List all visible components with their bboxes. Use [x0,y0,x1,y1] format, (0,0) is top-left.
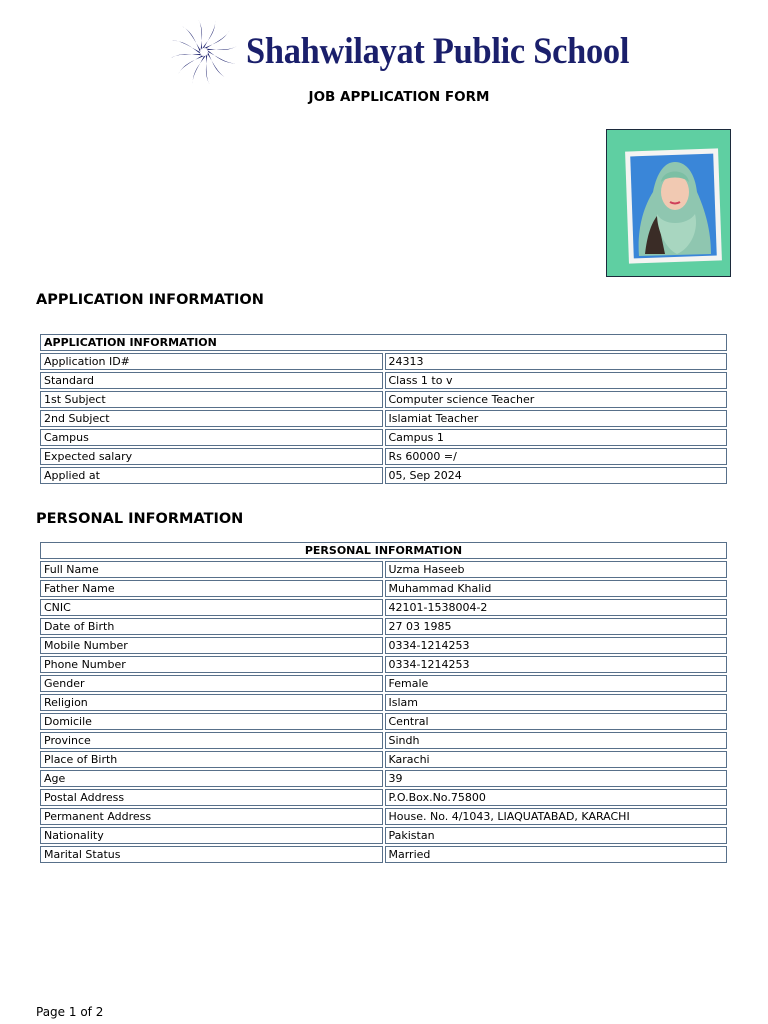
field-label: Application ID# [40,353,383,370]
field-value: Computer science Teacher [385,391,728,408]
field-value: Female [385,675,728,692]
field-value: 42101-1538004-2 [385,599,728,616]
field-label: Postal Address [40,789,383,806]
field-value: 05, Sep 2024 [385,467,728,484]
field-label: Nationality [40,827,383,844]
table-row [40,808,727,825]
field-label: Father Name [40,580,383,597]
table-row [40,372,727,389]
field-value: Sindh [385,732,728,749]
field-label: Gender [40,675,383,692]
swirl-logo-icon [171,20,237,84]
table-row [40,770,727,787]
field-value: 24313 [385,353,728,370]
field-value: House. No. 4/1043, LIAQUATABAD, KARACHI [385,808,728,825]
table-row [40,732,727,749]
field-value: 27 03 1985 [385,618,728,635]
field-value: Karachi [385,751,728,768]
field-value: Central [385,713,728,730]
field-label: Permanent Address [40,808,383,825]
field-label: Province [40,732,383,749]
table-row [40,675,727,692]
form-title: JOB APPLICATION FORM [308,89,490,105]
field-value: Pakistan [385,827,728,844]
field-label: 2nd Subject [40,410,383,427]
personal-info-table [38,540,729,865]
field-label: Applied at [40,467,383,484]
application-info-table [38,332,729,486]
field-label: Expected salary [40,448,383,465]
table-row [40,751,727,768]
field-value: 39 [385,770,728,787]
field-value: Uzma Haseeb [385,561,728,578]
table-row [40,789,727,806]
applicant-photo [606,129,731,277]
table-row [40,637,727,654]
table-header-row [40,334,727,351]
table-header-row [40,542,727,559]
field-label: Date of Birth [40,618,383,635]
page-header [0,18,768,88]
field-label: CNIC [40,599,383,616]
table-row [40,656,727,673]
table-header-cell: PERSONAL INFORMATION [40,542,727,559]
field-label: Marital Status [40,846,383,863]
field-value: Rs 60000 =/ [385,448,728,465]
field-label: Standard [40,372,383,389]
table-row [40,694,727,711]
school-name: Shahwilayat Public School [246,31,630,72]
table-row [40,713,727,730]
field-label: Phone Number [40,656,383,673]
table-row [40,618,727,635]
field-value: 0334-1214253 [385,656,728,673]
field-value: Islamiat Teacher [385,410,728,427]
field-value: Campus 1 [385,429,728,446]
field-value: Muhammad Khalid [385,580,728,597]
table-row [40,467,727,484]
field-label: 1st Subject [40,391,383,408]
table-row [40,391,727,408]
field-label: Domicile [40,713,383,730]
field-value: P.O.Box.No.75800 [385,789,728,806]
table-row [40,448,727,465]
table-row [40,846,727,863]
field-label: Campus [40,429,383,446]
table-row [40,561,727,578]
table-row [40,429,727,446]
field-label: Religion [40,694,383,711]
table-header-cell: APPLICATION INFORMATION [40,334,727,351]
field-label: Age [40,770,383,787]
field-value: Class 1 to v [385,372,728,389]
field-label: Full Name [40,561,383,578]
field-label: Mobile Number [40,637,383,654]
application-info-heading: APPLICATION INFORMATION [36,292,264,308]
table-row [40,827,727,844]
field-value: Married [385,846,728,863]
table-row [40,353,727,370]
table-row [40,580,727,597]
personal-info-heading: PERSONAL INFORMATION [36,511,244,527]
table-row [40,410,727,427]
field-value: Islam [385,694,728,711]
page-number: Page 1 of 2 [36,1005,104,1019]
field-label: Place of Birth [40,751,383,768]
field-value: 0334-1214253 [385,637,728,654]
table-row [40,599,727,616]
